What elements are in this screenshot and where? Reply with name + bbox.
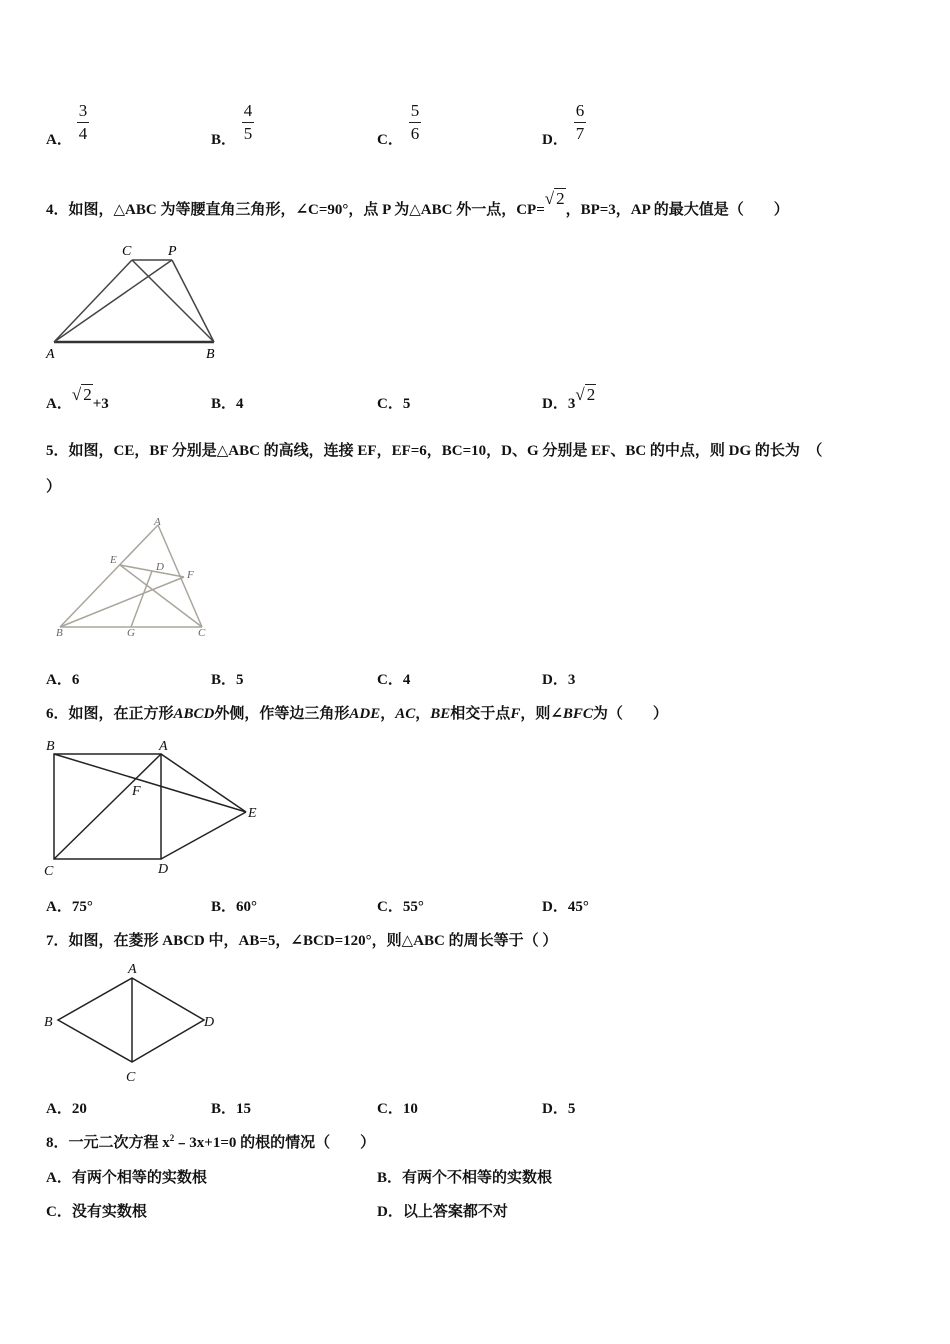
- q5-option-d: D．3: [542, 672, 576, 688]
- q6-figure: [40, 735, 270, 880]
- q8-option-c: C．没有实数根: [46, 1204, 147, 1220]
- q6-text: 6．如图，在正方形: [46, 706, 174, 722]
- label-b: B: [206, 347, 215, 362]
- label-f: F: [132, 784, 141, 799]
- label-a: A: [154, 516, 161, 528]
- label-d: D: [204, 1015, 215, 1030]
- numerator: 4: [243, 101, 253, 120]
- q7-option-b: B．15: [211, 1101, 252, 1117]
- label-f: F: [187, 569, 194, 581]
- segment-bf: [60, 577, 184, 627]
- segment-ac: [54, 260, 132, 342]
- q4-stem: [46, 189, 789, 219]
- q4-option-d: [542, 385, 596, 413]
- segment-ab: [60, 525, 158, 627]
- segment-ae: [161, 754, 246, 812]
- option-letter: C．: [377, 132, 403, 148]
- q6-var-ade: ADE: [349, 706, 381, 722]
- q8-option-a: A．有两个相等的实数根: [46, 1170, 207, 1186]
- fraction-bar: [242, 122, 254, 123]
- radicand: 2: [556, 189, 565, 208]
- q4-option-a: [46, 385, 109, 413]
- option-letter: A．: [46, 396, 72, 412]
- q4-option-b: B．4: [211, 396, 244, 412]
- q6-stem: [46, 702, 668, 723]
- q7-option-a: A．20: [46, 1101, 87, 1117]
- q5-option-a: A．6: [46, 672, 80, 688]
- q6-option-d: D．45°: [542, 899, 589, 915]
- q6-text: 外侧，作等边三角形: [214, 706, 350, 722]
- sqrt-symbol: √ 2: [575, 385, 596, 404]
- q6-var-f: F: [510, 706, 521, 722]
- q4-option-c: C．5: [377, 396, 411, 412]
- denominator: 7: [575, 124, 585, 143]
- sqrt-symbol: √ 2: [544, 189, 565, 208]
- option-letter: D．: [542, 132, 568, 148]
- denominator: 4: [78, 124, 88, 143]
- q6-option-a: A．75°: [46, 899, 93, 915]
- option-suffix: +3: [92, 396, 109, 412]
- q6-var-be: BE: [430, 706, 451, 722]
- label-c: C: [126, 1070, 136, 1085]
- numerator: 5: [410, 101, 420, 120]
- label-a: A: [159, 739, 168, 754]
- q8-stem: [46, 1131, 375, 1152]
- numerator: 3: [78, 101, 88, 120]
- q6-text: 相交于点: [450, 706, 511, 722]
- denominator: 6: [410, 124, 420, 143]
- segment-dg: [131, 571, 152, 627]
- label-c: C: [122, 244, 132, 259]
- label-e: E: [248, 806, 257, 821]
- q6-text: ，则∠: [520, 706, 563, 722]
- label-a: A: [46, 347, 55, 362]
- q4-text-b: ，BP=3，AP 的最大值是（ ）: [565, 202, 789, 218]
- q4-text-a: 4．如图，△ABC 为等腰直角三角形，∠C=90°，点 P 为△ABC 外一点，CP=: [46, 202, 545, 218]
- option-letter: B．: [211, 132, 237, 148]
- q5-option-c: C．4: [377, 672, 411, 688]
- q6-option-c: C．55°: [377, 899, 424, 915]
- fraction-bar: [409, 122, 421, 123]
- q3-option-d: [542, 128, 568, 149]
- label-b: B: [46, 739, 55, 754]
- numerator: 6: [575, 101, 585, 120]
- q8-text-a: 8．一元二次方程 x: [46, 1135, 170, 1151]
- label-b: B: [44, 1015, 53, 1030]
- label-p: P: [168, 244, 177, 259]
- q6-var-ac: AC: [395, 706, 416, 722]
- q7-figure: [40, 958, 230, 1088]
- label-c: C: [198, 627, 206, 639]
- q3-option-c: [377, 128, 403, 149]
- fraction-bar: [574, 122, 586, 123]
- q6-text: ，: [415, 706, 431, 722]
- sqrt-symbol: √ 2: [71, 385, 92, 404]
- denominator: 5: [243, 124, 253, 143]
- label-c: C: [44, 864, 54, 879]
- q7-option-d: D．5: [542, 1101, 576, 1117]
- q3-option-b: [211, 128, 236, 149]
- q5-stem-line2: ）: [46, 479, 62, 495]
- q8-option-d: D．以上答案都不对: [377, 1204, 508, 1220]
- radicand: 2: [586, 385, 596, 404]
- q3-option-a: [46, 128, 72, 149]
- q6-option-b: B．60°: [211, 899, 258, 915]
- label-g: G: [127, 627, 135, 639]
- radicand: 2: [83, 385, 92, 404]
- rhombus-abcd: [58, 978, 204, 1062]
- label-a: A: [128, 962, 137, 977]
- q5-option-b: B．5: [211, 672, 244, 688]
- q6-var-bfc: BFC: [562, 706, 593, 722]
- option-letter: A．: [46, 132, 72, 148]
- q6-text: ，: [380, 706, 396, 722]
- q3-option-d-fraction: [574, 102, 586, 143]
- q6-text: 为（ ）: [592, 706, 668, 722]
- segment-be: [54, 754, 246, 812]
- q5-figure: [50, 515, 220, 640]
- segment-de: [161, 812, 246, 859]
- label-e: E: [110, 554, 117, 566]
- q8-superscript: 2: [169, 1133, 175, 1143]
- q4-figure: [44, 240, 224, 365]
- q8-text-b: ﹣3x+1=0 的根的情况（ ）: [174, 1135, 376, 1151]
- segment-ap: [54, 260, 172, 342]
- q3-option-c-fraction: [409, 102, 421, 143]
- segment-cb: [132, 260, 214, 342]
- q5-stem-line1: 5．如图，CE，BF 分别是△ABC 的高线，连接 EF，EF=6，BC=10，D、G 分别是 EF、BC 的中点，则 DG 的长为 （: [46, 443, 823, 459]
- label-d: D: [158, 862, 169, 877]
- q7-stem: 7．如图，在菱形 ABCD 中，AB=5，∠BCD=120°，则△ABC 的周长等于（ ）: [46, 933, 558, 949]
- label-b: B: [56, 627, 63, 639]
- fraction-bar: [77, 122, 89, 123]
- q3-option-a-fraction: [77, 102, 89, 143]
- segment-pb: [172, 260, 214, 342]
- q7-option-c: C．10: [377, 1101, 418, 1117]
- label-d: D: [156, 561, 164, 573]
- q8-option-b: B．有两个不相等的实数根: [377, 1170, 553, 1186]
- q3-option-b-fraction: [242, 102, 254, 143]
- q6-var-abcd: ABCD: [173, 706, 215, 722]
- option-prefix: D．3: [542, 396, 576, 412]
